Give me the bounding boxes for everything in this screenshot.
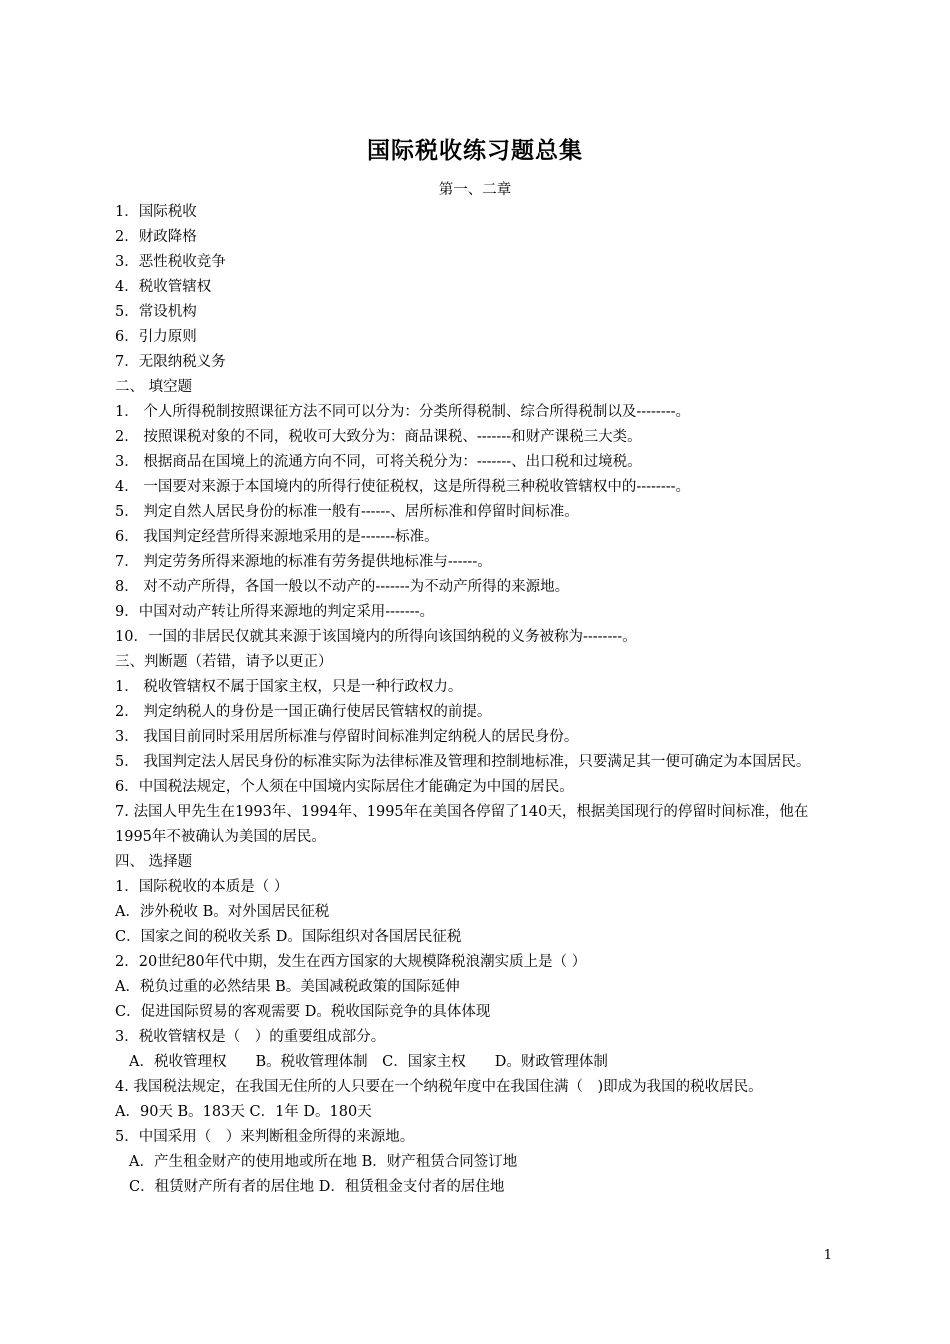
term-item: 5．常设机构	[115, 304, 197, 320]
term-item: 4．税收管辖权	[115, 279, 212, 295]
question-item: 8． 对不动产所得，各国一般以不动产的-------为不动产所得的来源地。	[115, 579, 570, 595]
question-item: 2． 判定纳税人的身份是一国正确行使居民管辖权的前提。	[115, 704, 492, 720]
question-item: 5． 判定自然人居民身份的标准一般有------、居所标准和停留时间标准。	[115, 504, 579, 520]
question-item: 3． 根据商品在国境上的流通方向不同，可将关税分为：-------、出口税和过境税。	[115, 454, 642, 470]
question-item: 4. 我国税法规定，在我国无住所的人只要在一个纳税年度中在我国住满（ )即成为我国的税收居民。	[115, 1079, 763, 1095]
page-number: 1	[823, 1248, 832, 1263]
answer-options: A．产生租金财产的使用地或所在地 B．财产租赁合同签订地	[129, 1154, 518, 1170]
question-item: 7． 判定劳务所得来源地的标准有劳务提供地标准与------。	[115, 554, 492, 570]
term-item: 3．恶性税收竞争	[115, 254, 226, 270]
answer-options: A．税收管理权 B。税收管理体制 C．国家主权 D。财政管理体制	[129, 1054, 608, 1070]
question-item: 1． 税收管辖权不属于国家主权，只是一种行政权力。	[115, 679, 463, 695]
answer-options: A．90天 B。183天 C．1年 D。180天	[115, 1104, 372, 1120]
question-item: 7. 法国人甲先生在1993年、1994年、1995年在美国各停留了140天，根据美国现行的停留时间标准，他在1995年不被确认为美国的居民。	[115, 804, 809, 845]
chapter-subtitle: 第一、二章	[438, 182, 512, 198]
term-item: 7．无限纳税义务	[115, 354, 226, 370]
answer-options: C．促进国际贸易的客观需要 D。税收国际竞争的具体体现	[115, 1004, 491, 1020]
term-item: 1．国际税收	[115, 204, 197, 220]
question-item: 6．中国税法规定，个人须在中国境内实际居住才能确定为中国的居民。	[115, 779, 574, 795]
question-item: 9．中国对动产转让所得来源地的判定采用-------。	[115, 604, 435, 620]
answer-options: A．涉外税收 B。对外国居民征税	[115, 904, 330, 920]
question-item: 4． 一国要对来源于本国境内的所得行使征税权，这是所得税三种税收管辖权中的--------。	[115, 479, 691, 495]
question-item: 5． 我国判定法人居民身份的标准实际为法律标准及管理和控制地标准，只要满足其一便可确定为本国居民。	[115, 754, 811, 770]
term-item: 6．引力原则	[115, 329, 197, 345]
question-item: 3．税收管辖权是（ ）的重要组成部分。	[115, 1029, 386, 1045]
section-heading: 三、判断题（若错，请予以更正）	[115, 654, 333, 670]
question-item: 6． 我国判定经营所得来源地采用的是-------标准。	[115, 529, 439, 545]
question-item: 5．中国采用（ ）来判断租金所得的来源地。	[115, 1129, 415, 1145]
question-item: 10．一国的非居民仅就其来源于该国境内的所得向该国纳税的义务被称为--------。	[115, 629, 637, 645]
question-item: 3． 我国目前同时采用居所标准与停留时间标准判定纳税人的居民身份。	[115, 729, 579, 745]
question-item: 2． 按照课税对象的不同，税收可大致分为：商品课税、-------和财产课税三大类。	[115, 429, 642, 445]
section-heading: 二、 填空题	[115, 379, 193, 395]
document-body	[115, 200, 845, 1200]
term-item: 2．财政降格	[115, 229, 197, 245]
answer-options: C．租赁财产所有者的居住地 D．租赁租金支付者的居住地	[129, 1179, 505, 1195]
answer-options: C．国家之间的税收关系 D。国际组织对各国居民征税	[115, 929, 462, 945]
section-heading: 四、 选择题	[115, 854, 193, 870]
question-item: 2．20世纪80年代中期，发生在西方国家的大规模降税浪潮实质上是（ ）	[115, 954, 587, 970]
answer-options: A．税负过重的必然结果 B。美国减税政策的国际延伸	[115, 979, 460, 995]
question-item: 1． 个人所得税制按照课征方法不同可以分为：分类所得税制、综合所得税制以及--------。	[115, 404, 691, 420]
document-title: 国际税收练习题总集	[367, 137, 583, 164]
question-item: 1．国际税收的本质是（ ）	[115, 879, 289, 895]
